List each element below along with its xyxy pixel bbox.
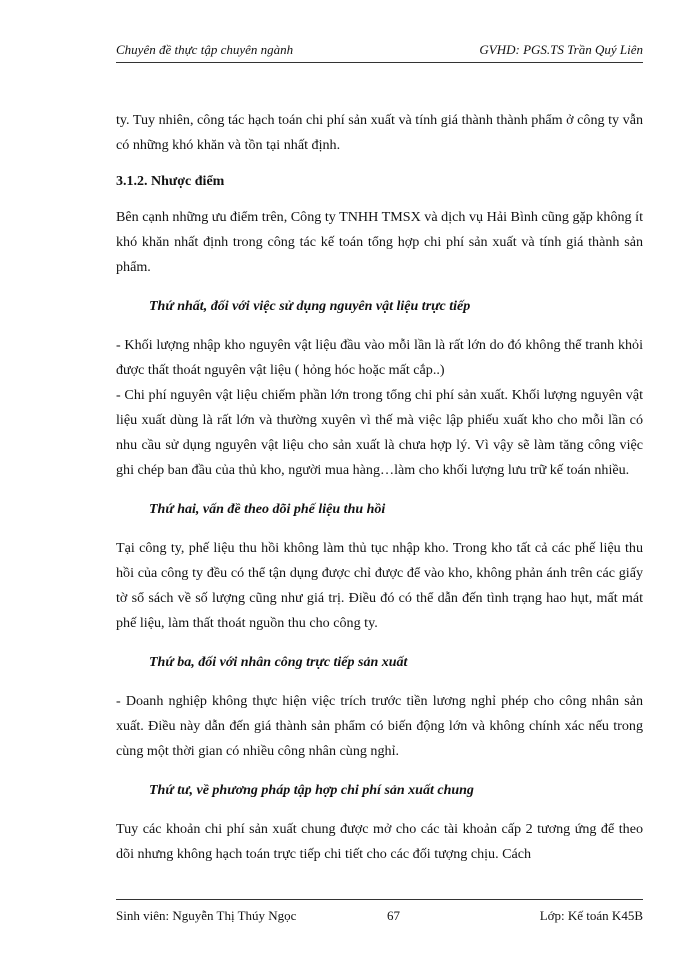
paragraph-third: - Doanh nghiệp không thực hiện việc trích trước tiền lương nghỉ phép cho công nhân sản xuất. Điều này dẫn đến giá thành sản phẩm có biến động lớn và không chính xác nếu trong cùng một thời gian có nhiều công nhân cùng nghỉ. — [116, 693, 643, 759]
subheading-fourth: Thứ tư, về phương pháp tập hợp chi phí sản xuất chung — [149, 783, 474, 798]
footer-class: Lớp: Kế toán K45B — [539, 908, 643, 923]
section-heading-3-1-2: 3.1.2. Nhược điểm — [116, 174, 225, 189]
footer-student-name: Sinh viên: Nguyễn Thị Thúy Ngọc — [116, 908, 297, 923]
page-header — [116, 38, 643, 63]
page-footer — [116, 899, 643, 936]
subheading-first: Thứ nhất, đối với việc sử dụng nguyên vật liệu trực tiếp — [149, 299, 471, 314]
subheading-second: Thứ hai, vấn đề theo dõi phế liệu thu hồi — [149, 502, 386, 517]
page-body — [116, 108, 643, 867]
paragraph-first-a: - Khối lượng nhập kho nguyên vật liệu đầu vào mỗi lần là rất lớn do đó không thể tranh khỏi được thất thoát nguyên vật liệu ( hỏng hóc hoặc mất cắp..) — [116, 337, 643, 378]
paragraph-weaknesses-intro: Bên cạnh những ưu điểm trên, Công ty TNHH TMSX và dịch vụ Hải Bình cũng gặp không ít khó khăn nhất định trong công tác kế toán tổng hợp chi phí sản xuất và tính giá thành sản phẩm. — [116, 209, 643, 275]
paragraph-second: Tại công ty, phế liệu thu hồi không làm thủ tục nhập kho. Trong kho tất cả các phế liệu thu hồi của công ty đều có thể tận dụng được chỉ được để vào kho, không phản ánh trên các giấy tờ sổ sách về số lượng cũng như giá trị. Điều đó có thể dẫn đến tình trạng hao hụt, mất mát phế liệu, làm thất thoát nguồn thu cho công ty. — [116, 540, 643, 631]
page-number: 67 — [387, 908, 400, 923]
header-course-title: Chuyên đề thực tập chuyên ngành — [116, 42, 294, 57]
paragraph-first-b: - Chi phí nguyên vật liệu chiếm phần lớn trong tổng chi phí sản xuất. Khối lượng nguyên vật liệu xuất dùng là rất lớn và thường xuyên vì thế mà việc lập phiếu xuất kho cho mỗi lần có nhu cầu sử dụng nguyên vật liệu cho sản xuất là chưa hợp lý. Vì vậy sẽ làm tăng công việc ghi chép ban đầu của thủ kho, người mua hàng…làm cho khối lượng lưu trữ kế toán nhiều. — [116, 387, 643, 478]
subheading-third: Thứ ba, đối với nhân công trực tiếp sản xuất — [149, 655, 408, 670]
paragraph-fourth: Tuy các khoản chi phí sản xuất chung được mở cho các tài khoản cấp 2 tương ứng để theo dõi nhưng không hạch toán trực tiếp chi tiết cho các đối tượng chịu. Cách — [116, 821, 643, 862]
paragraph-intro: ty. Tuy nhiên, công tác hạch toán chi phí sản xuất và tính giá thành thành phẩm ở công ty vẫn có những khó khăn và tồn tại nhất định. — [116, 112, 643, 153]
header-supervisor: GVHD: PGS.TS Trần Quý Liên — [479, 42, 643, 57]
